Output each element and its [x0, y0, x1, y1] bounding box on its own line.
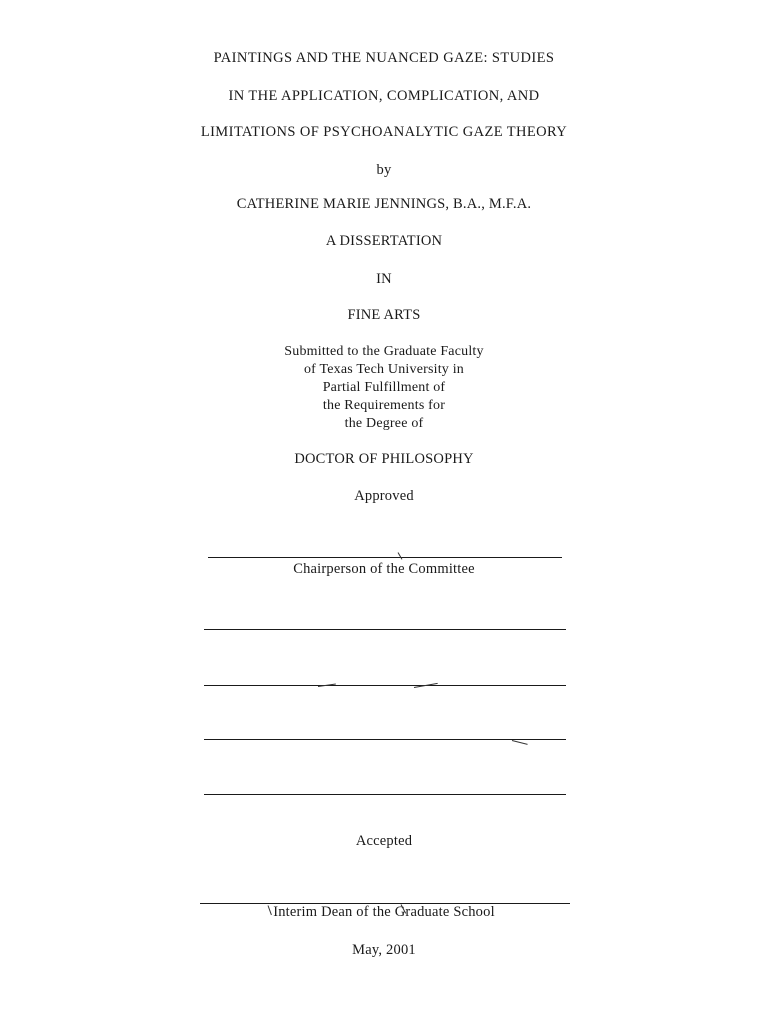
title-line-3: LIMITATIONS OF PSYCHOANALYTIC GAZE THEORY [200, 124, 568, 140]
title-line-2: IN THE APPLICATION, COMPLICATION, AND [228, 88, 540, 104]
committee-signature-line-2 [204, 685, 566, 686]
submission-line-1: Submitted to the Graduate Faculty [284, 344, 484, 359]
committee-signature-line-1 [204, 629, 566, 630]
submission-line-3: Partial Fulfillment of [322, 380, 446, 395]
chairperson-signature-line [208, 557, 562, 558]
signature-mark [398, 552, 403, 559]
committee-signature-line-4 [204, 794, 566, 795]
approved-label: Approved [354, 488, 414, 504]
accepted-label: Accepted [355, 833, 413, 849]
signature-mark [512, 740, 528, 745]
by-label: by [376, 162, 392, 178]
author-name: CATHERINE MARIE JENNINGS, B.A., M.F.A. [236, 196, 532, 212]
submission-date: May, 2001 [352, 942, 416, 958]
submission-line-4: the Requirements for [322, 398, 446, 413]
submission-line-5: the Degree of [344, 416, 424, 431]
title-line-1: PAINTINGS AND THE NUANCED GAZE: STUDIES [213, 50, 555, 66]
degree-name: DOCTOR OF PHILOSOPHY [294, 451, 474, 467]
document-type: A DISSERTATION [325, 233, 443, 249]
field-of-study: FINE ARTS [347, 307, 421, 323]
in-label: IN [376, 271, 392, 287]
chairperson-label: Chairperson of the Committee [293, 561, 475, 577]
submission-line-2: of Texas Tech University in [303, 362, 464, 377]
dean-label: Interim Dean of the Graduate School [273, 904, 495, 920]
